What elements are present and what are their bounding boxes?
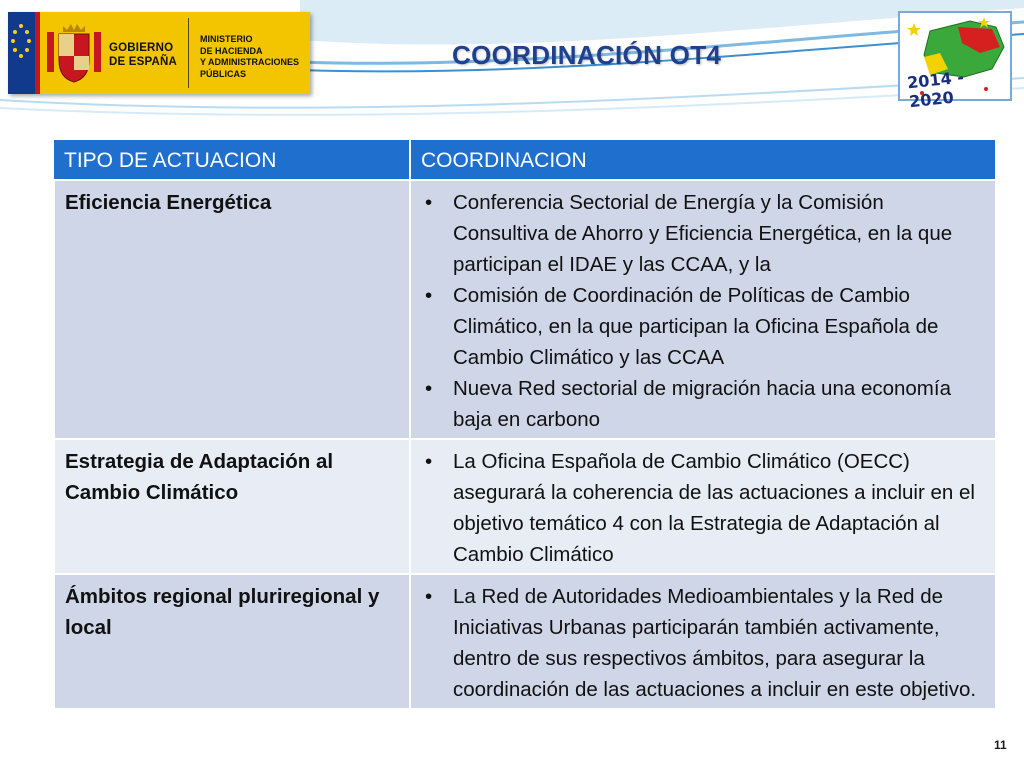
coordinacion-cell [410, 574, 996, 709]
ministerio-line-4: PÚBLICAS [200, 68, 247, 79]
bullet-text: Comisión de Coordinación de Políticas de Cambio Climático, en la que participan la Oficina Española de Cambio Climático y las CCAA [453, 284, 939, 369]
badge-period-text: 2014 - 2020 [906, 67, 965, 112]
gobierno-logo [8, 12, 310, 94]
table-row [54, 180, 996, 439]
tipo-cell: Ámbitos regional pluriregional y local [54, 574, 410, 709]
gobierno-line-1: GOBIERNO [109, 42, 174, 54]
bullet-text: La Red de Autoridades Medioambientales y la Red de Iniciativas Urbanas participarán también activamente, dentro de sus respectivos ámbitos, para asegurar la coordinación de las actuaciones a incluir en este objetivo. [453, 585, 977, 701]
ministerio-line-3: Y ADMINISTRACIONES [200, 57, 300, 67]
bullet-icon: • [425, 284, 433, 307]
column-header-tipo: TIPO DE ACTUACION [54, 140, 410, 180]
ministerio-text [200, 34, 299, 80]
coat-of-arms-icon [45, 20, 103, 86]
eu-flag-bar [8, 12, 35, 94]
bullet-text: La Oficina Española de Cambio Climático (OECC) asegurará la coherencia de las actuaciones a incluir en el objetivo temático 4 con la Estrategia de Adaptación al Cambio Climático [453, 450, 975, 566]
bullet-item [421, 187, 985, 280]
bullet-text: Conferencia Sectorial de Energía y la Comisión Consultiva de Ahorro y Eficiencia Energética, en la que participan el IDAE y las CCAA, y la [453, 191, 953, 276]
logo-red-stripe [35, 12, 40, 94]
tipo-cell: Estrategia de Adaptación al Cambio Climático [54, 439, 410, 574]
gobierno-text [109, 41, 177, 69]
ministerio-line-1: MINISTERIO [200, 34, 253, 44]
table-row [54, 574, 996, 709]
bullet-icon: • [425, 450, 433, 473]
bullet-item [421, 446, 985, 570]
period-badge [898, 11, 1012, 112]
bullet-icon: • [425, 585, 433, 608]
slide-number: 11 [994, 738, 1007, 752]
eu-stars-icon [8, 12, 35, 94]
table-row [54, 439, 996, 574]
bullet-text: Nueva Red sectorial de migración hacia una economía baja en carbono [453, 377, 951, 431]
coordinacion-cell [410, 439, 996, 574]
bullet-item [421, 373, 985, 435]
column-header-coordinacion: COORDINACION [410, 140, 996, 180]
coordinacion-cell [410, 180, 996, 439]
tipo-cell: Eficiencia Energética [54, 180, 410, 439]
coordination-table [53, 140, 997, 710]
bullet-icon: • [425, 191, 433, 214]
gobierno-line-2: DE ESPAÑA [109, 56, 178, 68]
bullet-item [421, 280, 985, 373]
logo-divider [188, 18, 189, 88]
table-header-row [54, 140, 996, 180]
ministerio-line-2: DE HACIENDA [200, 45, 263, 56]
page-title: COORDINACIÓN OT4 [452, 40, 722, 70]
bullet-icon: • [425, 377, 433, 400]
bullet-item [421, 581, 985, 705]
